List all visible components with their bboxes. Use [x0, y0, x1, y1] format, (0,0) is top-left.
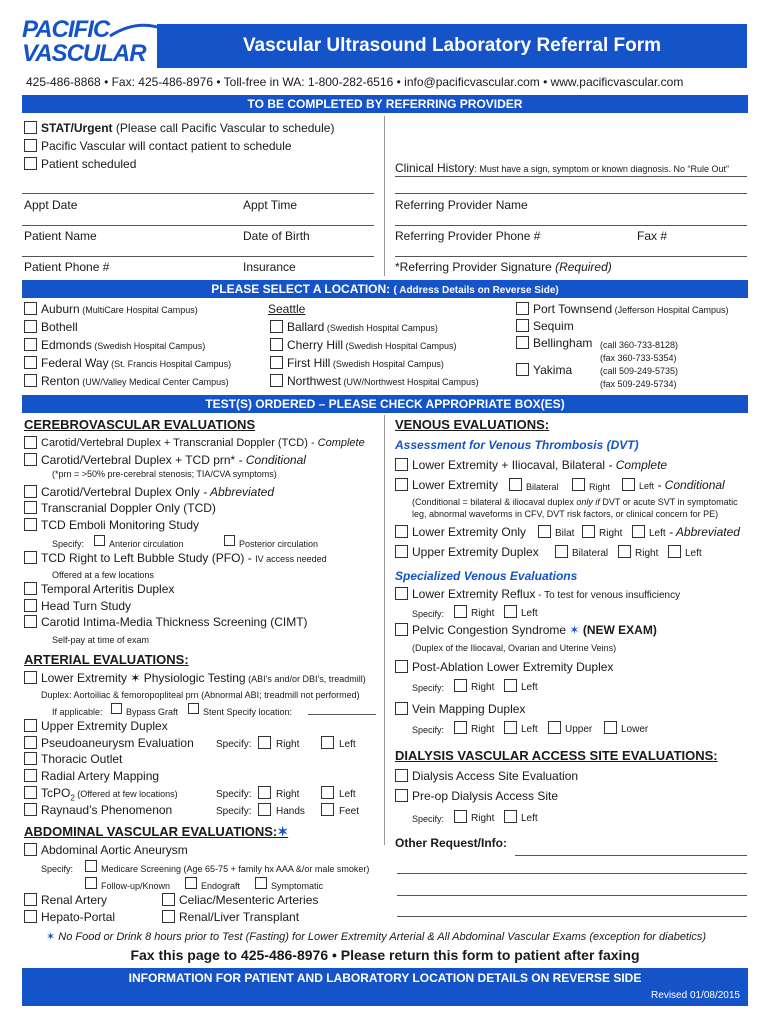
ven-4-bilat: Bilateral	[572, 548, 609, 559]
art-1-checkbox[interactable]	[24, 671, 37, 684]
art-7-spec: Specify:	[216, 806, 252, 817]
fasting-note: ✶ No Food or Drink 8 hours prior to Test (Fasting) for Lower Extremity Arterial & All Abdominal Vascular Exams (exception for diabetics)	[46, 931, 707, 943]
dvt-heading: Assessment for Venous Thrombosis (DVT)	[395, 438, 639, 452]
footer-bar	[22, 968, 748, 1006]
dial-left-checkbox[interactable]	[504, 810, 517, 823]
dial-heading: DIALYSIS VASCULAR ACCESS SITE EVALUATIONS:	[395, 748, 718, 763]
medicare-checkbox[interactable]	[85, 860, 97, 872]
field-line[interactable]	[22, 225, 374, 226]
divider-v	[384, 116, 385, 276]
dial-left: Left	[521, 813, 538, 824]
ven-1-checkbox[interactable]	[395, 458, 408, 471]
other-line[interactable]	[397, 895, 747, 896]
art-6-right: Right	[276, 789, 300, 800]
ven-8-lower-checkbox[interactable]	[604, 721, 617, 734]
cere-6-label: TCD Right to Left Bubble Study (PFO) - IV access needed	[41, 551, 327, 565]
field-line[interactable]	[395, 193, 747, 194]
art-3-checkbox[interactable]	[24, 736, 37, 749]
ven-3-checkbox[interactable]	[395, 525, 408, 538]
ven-6-checkbox[interactable]	[395, 623, 408, 636]
ven-3-label: Lower Extremity Only	[412, 525, 527, 539]
ven-5-left: Left	[521, 608, 538, 619]
ven-8-right: Right	[471, 724, 495, 735]
medicare-label: Medicare Screening (Age 65-75 + family hx AAA &/or male smoker)	[101, 864, 370, 874]
art-7-label: Raynaud’s Phenomenon	[41, 803, 173, 817]
art-6-spec: Specify:	[216, 789, 252, 800]
endograft-checkbox[interactable]	[185, 877, 197, 889]
cere-1-label: Carotid/Vertebral Duplex + Transcranial Doppler (TCD) - Complete	[41, 437, 365, 449]
ven-7-spec: Specify:	[412, 683, 445, 693]
location-bar: PLEASE SELECT A LOCATION: ( Address Details on Reverse Side)	[22, 280, 748, 298]
ven-8-spec: Specify:	[412, 725, 445, 735]
symptomatic-checkbox[interactable]	[255, 877, 267, 889]
transplant-label: Renal/Liver Transplant	[179, 910, 300, 924]
cere-4-label: Transcranial Doppler Only (TCD)	[41, 501, 216, 515]
ven-8-left: Left	[521, 724, 538, 735]
logo	[22, 18, 157, 70]
stent-checkbox[interactable]	[188, 703, 199, 714]
field-line[interactable]	[22, 193, 374, 194]
appt-time-label: Appt Time	[243, 198, 298, 212]
dial-2-checkbox[interactable]	[395, 789, 408, 802]
ven-4-bilat-checkbox[interactable]	[555, 545, 568, 558]
federal-checkbox[interactable]	[24, 356, 37, 369]
ven-7-left: Left	[521, 682, 538, 693]
ven-heading: VENOUS EVALUATIONS:	[395, 417, 550, 432]
bothell-checkbox[interactable]	[24, 320, 37, 333]
bellingham-call: (call 360-733-8128)	[600, 340, 679, 350]
stat-checkbox[interactable]	[24, 121, 37, 134]
art-2-checkbox[interactable]	[24, 719, 37, 732]
ven-4-left: Left	[685, 548, 702, 559]
ven-7-right-checkbox[interactable]	[454, 679, 467, 692]
divider-v2	[384, 415, 385, 845]
abd-heading: ABDOMINAL VASCULAR EVALUATIONS:✶	[24, 824, 289, 839]
feet-label: Feet	[339, 806, 360, 817]
art-6-left-checkbox[interactable]	[321, 786, 334, 799]
first-hill-label: First Hill (Swedish Hospital Campus)	[287, 356, 444, 370]
bellingham-checkbox[interactable]	[516, 336, 529, 349]
ven-2-note2: leg, abnormal waveforms in CFV, DVT risk factors, or clinical concern for PE)	[412, 509, 719, 519]
anterior-checkbox[interactable]	[94, 535, 105, 546]
provider-bar	[22, 95, 748, 113]
ven-2-bilat: Bilateral	[526, 482, 559, 492]
logo-line1: PACIFIC	[22, 16, 110, 43]
ven-5-right-checkbox[interactable]	[454, 605, 467, 618]
ven-6-note: (Duplex of the Iliocaval, Ovarian and Uterine Veins)	[412, 643, 617, 653]
other-label: Other Request/Info:	[395, 836, 508, 850]
dial-spec: Specify:	[412, 814, 445, 824]
auburn-checkbox[interactable]	[24, 302, 37, 315]
art-4-checkbox[interactable]	[24, 752, 37, 765]
contact-label: Pacific Vascular will contact patient to schedule	[41, 139, 292, 153]
hepato-label: Hepato-Portal	[41, 910, 116, 924]
other-line[interactable]	[397, 916, 747, 917]
art-6-checkbox[interactable]	[24, 786, 37, 799]
dial-1-checkbox[interactable]	[395, 769, 408, 782]
specialized-heading: Specialized Venous Evaluations	[395, 569, 578, 583]
ven-8-lower: Lower	[621, 724, 649, 735]
symptomatic-label: Symptomatic	[271, 881, 324, 891]
ven-7-checkbox[interactable]	[395, 660, 408, 673]
ballard-checkbox[interactable]	[270, 320, 283, 333]
abd-spec: Specify:	[41, 864, 74, 874]
northwest-label: Northwest (UW/Northwest Hospital Campus)	[287, 374, 479, 388]
art-7-checkbox[interactable]	[24, 803, 37, 816]
cere-2-label: Carotid/Vertebral Duplex + TCD prn* - Conditional	[41, 453, 306, 467]
ven-2-left: Left - Conditional	[639, 478, 725, 492]
art-1-label: Lower Extremity ✶ Physiologic Testing (ABI’s and/or DBI’s, treadmill)	[41, 671, 366, 685]
port-checkbox[interactable]	[516, 302, 529, 315]
cere-spec: Specify:	[52, 539, 85, 549]
ven-3-right-checkbox[interactable]	[582, 525, 595, 538]
patient-name-label: Patient Name	[24, 229, 97, 243]
ven-5-label: Lower Extremity Reflux - To test for venous insufficiency	[412, 587, 681, 601]
ven-8-label: Vein Mapping Duplex	[412, 702, 526, 716]
yakima-fax: (fax 509-249-5734)	[600, 379, 677, 389]
ven-8-upper-checkbox[interactable]	[548, 721, 561, 734]
dial-1-label: Dialysis Access Site Evaluation	[412, 769, 579, 783]
fax-label: Fax #	[637, 229, 668, 243]
renal-checkbox[interactable]	[24, 893, 37, 906]
posterior-label: Posterior circulation	[239, 539, 319, 549]
hands-checkbox[interactable]	[258, 803, 271, 816]
ven-4-left-checkbox[interactable]	[668, 545, 681, 558]
auburn-label: Auburn (MultiCare Hospital Campus)	[41, 302, 198, 316]
hepato-checkbox[interactable]	[24, 910, 37, 923]
yakima-checkbox[interactable]	[516, 363, 529, 376]
sequim-label: Sequim	[533, 319, 574, 333]
ven-3-bilat: Bilat	[555, 528, 575, 539]
ven-4-right: Right	[635, 548, 659, 559]
bellingham-label: Bellingham	[533, 336, 593, 350]
ven-2-right: Right	[589, 482, 611, 492]
ven-7-left-checkbox[interactable]	[504, 679, 517, 692]
cere-3-label: Carotid/Vertebral Duplex Only - Abbreviated	[41, 485, 275, 499]
art-6-label: TcPO$_2$ (Offered at few locations)	[41, 786, 178, 803]
renal-label: Renal Artery	[41, 893, 108, 907]
celiac-checkbox[interactable]	[162, 893, 175, 906]
bypass-label: Bypass Graft	[126, 707, 179, 717]
art-5-checkbox[interactable]	[24, 769, 37, 782]
bellingham-fax: (fax 360-733-5354)	[600, 353, 677, 363]
first-hill-checkbox[interactable]	[270, 356, 283, 369]
dob-label: Date of Birth	[243, 229, 310, 243]
cere-9-label: Carotid Intima-Media Thickness Screening (CIMT)	[41, 615, 308, 629]
art-4-label: Thoracic Outlet	[41, 752, 123, 766]
ven-5-left-checkbox[interactable]	[504, 605, 517, 618]
signature-label: *Referring Provider Signature (Required)	[395, 260, 612, 274]
cere-2-note: (*prn = >50% pre-cerebral stenosis; TIA/CVA symptoms)	[52, 469, 277, 479]
abd-1-checkbox[interactable]	[24, 843, 37, 856]
ven-8-checkbox[interactable]	[395, 702, 408, 715]
cere-5-label: TCD Emboli Monitoring Study	[41, 518, 200, 532]
ven-2-label: Lower Extremity	[412, 478, 499, 492]
ven-2-left-checkbox[interactable]	[622, 478, 635, 491]
dial-right: Right	[471, 813, 495, 824]
contact-checkbox[interactable]	[24, 139, 37, 152]
yakima-label: Yakima	[533, 363, 573, 377]
celiac-label: Celiac/Mesenteric Arteries	[179, 893, 319, 907]
art-6-left: Left	[339, 789, 356, 800]
followup-checkbox[interactable]	[85, 877, 97, 889]
ven-2-bilat-checkbox[interactable]	[509, 478, 522, 491]
transplant-checkbox[interactable]	[162, 910, 175, 923]
field-line[interactable]	[395, 225, 747, 226]
renton-label: Renton (UW/Valley Medical Center Campus)	[41, 374, 229, 388]
ven-6-label: Pelvic Congestion Syndrome ✶ (NEW EXAM)	[412, 623, 657, 637]
appt-date-label: Appt Date	[24, 198, 78, 212]
cere-5-checkbox[interactable]	[24, 518, 37, 531]
insurance-label: Insurance	[243, 260, 296, 274]
feet-checkbox[interactable]	[321, 803, 334, 816]
northwest-checkbox[interactable]	[270, 374, 283, 387]
cere-8-checkbox[interactable]	[24, 599, 37, 612]
ven-2-checkbox[interactable]	[395, 478, 408, 491]
other-line[interactable]	[397, 873, 747, 874]
stent-label: Stent Specify location:	[203, 707, 293, 717]
art-heading: ARTERIAL EVALUATIONS:	[24, 652, 189, 667]
art-3-left-checkbox[interactable]	[321, 736, 334, 749]
field-line[interactable]	[22, 256, 374, 257]
ven-8-right-checkbox[interactable]	[454, 721, 467, 734]
endograft-label: Endograft	[201, 881, 241, 891]
dial-2-label: Pre-op Dialysis Access Site	[412, 789, 559, 803]
logo-line2: VASCULAR	[22, 40, 146, 67]
renton-checkbox[interactable]	[24, 374, 37, 387]
ven-2-note1: (Conditional = bilateral & iliocaval duplex only if DVT or acute SVT in symptomatic	[412, 497, 738, 507]
art-6-right-checkbox[interactable]	[258, 786, 271, 799]
ven-4-label: Upper Extremity Duplex	[412, 545, 539, 559]
ven-3-left-checkbox[interactable]	[632, 525, 645, 538]
art-1-note: Duplex: Aortoiliac & femoropopliteal prn (Abnormal ABI; treadmill not performed)	[41, 690, 360, 700]
ref-name-label: Referring Provider Name	[395, 198, 528, 212]
contact-line: 425-486-8868 • Fax: 425-486-8976 • Toll-free in WA: 1-800-282-6516 • info@pacificvascular.com • www.pacificvascular.com	[26, 75, 684, 89]
posterior-checkbox[interactable]	[224, 535, 235, 546]
cere-6-checkbox[interactable]	[24, 551, 37, 564]
art-3-label: Pseudoaneurysm Evaluation	[41, 736, 194, 750]
ven-7-right: Right	[471, 682, 495, 693]
yakima-call: (call 509-249-5735)	[600, 366, 679, 376]
cherry-checkbox[interactable]	[270, 338, 283, 351]
ven-8-upper: Upper	[565, 724, 593, 735]
footer-bar-text: INFORMATION FOR PATIENT AND LABORATORY LOCATION DETAILS ON REVERSE SIDE	[128, 971, 642, 985]
ven-8-left-checkbox[interactable]	[504, 721, 517, 734]
edmonds-label: Edmonds (Swedish Hospital Campus)	[41, 338, 206, 352]
abd-1-label: Abdominal Aortic Aneurysm	[41, 843, 188, 857]
provider-bar-text: TO BE COMPLETED BY REFERRING PROVIDER	[247, 97, 523, 111]
stat-label: STAT/Urgent (Please call Pacific Vascular to schedule)	[41, 121, 335, 135]
ven-4-checkbox[interactable]	[395, 545, 408, 558]
dial-right-checkbox[interactable]	[454, 810, 467, 823]
clinical-history-line[interactable]	[395, 176, 747, 177]
page-title: Vascular Ultrasound Laboratory Referral Form	[242, 35, 662, 56]
cere-heading: CEREBROVASCULAR EVALUATIONS	[24, 417, 256, 432]
art-2-label: Upper Extremity Duplex	[41, 719, 168, 733]
edmonds-checkbox[interactable]	[24, 338, 37, 351]
anterior-label: Anterior circulation	[109, 539, 184, 549]
scheduled-label: Patient scheduled	[41, 157, 137, 171]
cere-2-checkbox[interactable]	[24, 453, 37, 466]
stent-location-line[interactable]	[308, 714, 376, 715]
ven-2-right-checkbox[interactable]	[572, 478, 585, 491]
clinical-history-label: Clinical History: Must have a sign, symptom or known diagnosis. No “Rule Out”	[395, 161, 729, 175]
other-line[interactable]	[515, 855, 747, 856]
patient-phone-label: Patient Phone #	[24, 260, 110, 274]
art-3-right-checkbox[interactable]	[258, 736, 271, 749]
sequim-checkbox[interactable]	[516, 319, 529, 332]
ven-5-right: Right	[471, 608, 495, 619]
bypass-checkbox[interactable]	[111, 703, 122, 714]
cherry-label: Cherry Hill (Swedish Hospital Campus)	[287, 338, 457, 352]
cere-8-label: Head Turn Study	[41, 599, 132, 613]
cere-7-label: Temporal Arteritis Duplex	[41, 582, 175, 596]
ven-7-label: Post-Ablation Lower Extremity Duplex	[412, 660, 614, 674]
federal-label: Federal Way (St. Francis Hospital Campus)	[41, 356, 232, 370]
cere-1-checkbox[interactable]	[24, 436, 37, 449]
art-3-right: Right	[276, 739, 300, 750]
revised-date: Revised 01/08/2015	[651, 990, 740, 1001]
bothell-label: Bothell	[41, 320, 78, 334]
followup-label: Follow-up/Known	[101, 881, 171, 891]
cere-6-note: Offered at a few locations	[52, 570, 154, 580]
if-applicable: If applicable:	[52, 707, 103, 717]
ref-phone-label: Referring Provider Phone #	[395, 229, 541, 243]
art-3-spec: Specify:	[216, 739, 252, 750]
title-bar	[157, 24, 747, 68]
ballard-label: Ballard (Swedish Hospital Campus)	[287, 320, 438, 334]
art-3-left: Left	[339, 739, 356, 750]
port-label: Port Townsend (Jefferson Hospital Campus)	[533, 302, 729, 316]
cere-9-checkbox[interactable]	[24, 615, 37, 628]
ven-3-bilat-checkbox[interactable]	[538, 525, 551, 538]
seattle-heading: Seattle	[268, 302, 306, 316]
hands-label: Hands	[276, 806, 305, 817]
cere-3-checkbox[interactable]	[24, 485, 37, 498]
ven-5-checkbox[interactable]	[395, 587, 408, 600]
art-5-label: Radial Artery Mapping	[41, 769, 160, 783]
scheduled-checkbox[interactable]	[24, 157, 37, 170]
ven-4-right-checkbox[interactable]	[618, 545, 631, 558]
field-line[interactable]	[395, 256, 747, 257]
ven-3-left: Left - Abbreviated	[649, 525, 740, 539]
ven-1-label: Lower Extremity + Iliocaval, Bilateral - Complete	[412, 458, 668, 472]
tests-bar: TEST(S) ORDERED – PLEASE CHECK APPROPRIATE BOX(ES)	[22, 395, 748, 413]
cere-4-checkbox[interactable]	[24, 501, 37, 514]
fax-note: Fax this page to 425-486-8976 • Please return this form to patient after faxing	[130, 947, 640, 963]
cere-7-checkbox[interactable]	[24, 582, 37, 595]
cere-9-note: Self-pay at time of exam	[52, 635, 150, 645]
ven-5-spec: Specify:	[412, 609, 445, 619]
ven-3-right: Right	[599, 528, 623, 539]
